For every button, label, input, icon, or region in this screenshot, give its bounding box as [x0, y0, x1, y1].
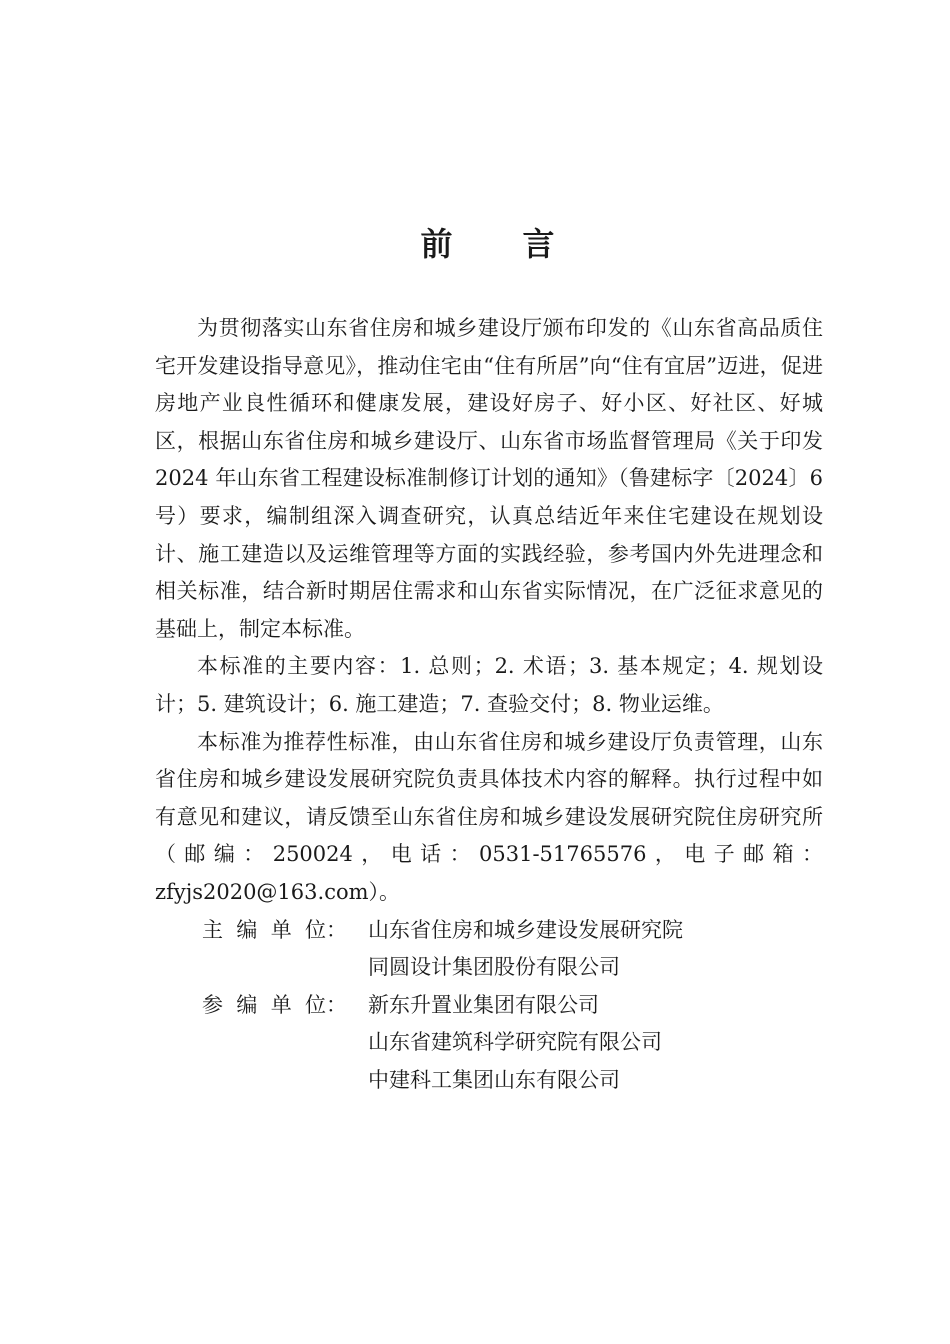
page-title	[0, 222, 950, 266]
preface-body	[155, 310, 823, 1099]
participant-item: 新东升置业集团有限公司	[368, 992, 599, 1017]
title-char-1: 前	[420, 225, 453, 263]
chief-editor-item: 同圆设计集团股份有限公司	[368, 955, 620, 980]
paragraph-contents: 本标准的主要内容：1. 总则；2. 术语；3. 基本规定；4. 规划设计；5. 建筑设计；6. 施工建造；7. 查验交付；8. 物业运维。	[155, 654, 823, 716]
title-char-2: 言	[522, 225, 555, 263]
chief-editor-item: 山东省住房和城乡建设发展研究院	[368, 917, 683, 942]
participant-item: 山东省建筑科学研究院有限公司	[368, 1030, 662, 1055]
participant-units	[155, 987, 823, 1100]
editing-units	[155, 912, 823, 1100]
chief-editor-list	[368, 912, 823, 987]
paragraph-management: 本标准为推荐性标准，由山东省住房和城乡建设厅负责管理，山东省住房和城乡建设发展研究院负责具体技术内容的解释。执行过程中如有意见和建议，请反馈至山东省住房和城乡建设发展研究院住房研究所（邮编：250024，电话：0531-51765576，电子邮箱：zfyjs2020@163.com）。	[155, 729, 823, 904]
participant-item: 中建科工集团山东有限公司	[368, 1067, 620, 1092]
chief-editor-units	[155, 912, 823, 987]
participant-label: 参 编 单 位：	[202, 992, 348, 1017]
paragraph-intro: 为贯彻落实山东省住房和城乡建设厅颁布印发的《山东省高品质住宅开发建设指导意见》，推动住宅由“住有所居”向“住有宜居”迈进，促进房地产业良性循环和健康发展，建设好房子、好小区、好社区、好城区，根据山东省住房和城乡建设厅、山东省市场监督管理局《关于印发 2024 年山东省工程建设标准制修订计划的通知》（鲁建标字〔2024〕6 号）要求，编制组深入调查研究，认真总结近年来住宅建设在规划设计、施工建造以及运维管理等方面的实践经验，参考国内外先进理念和相关标准，结合新时期居住需求和山东省实际情况，在广泛征求意见的基础上，制定本标准。	[155, 316, 823, 641]
participant-list	[368, 987, 823, 1100]
chief-editor-label: 主 编 单 位：	[202, 917, 348, 942]
